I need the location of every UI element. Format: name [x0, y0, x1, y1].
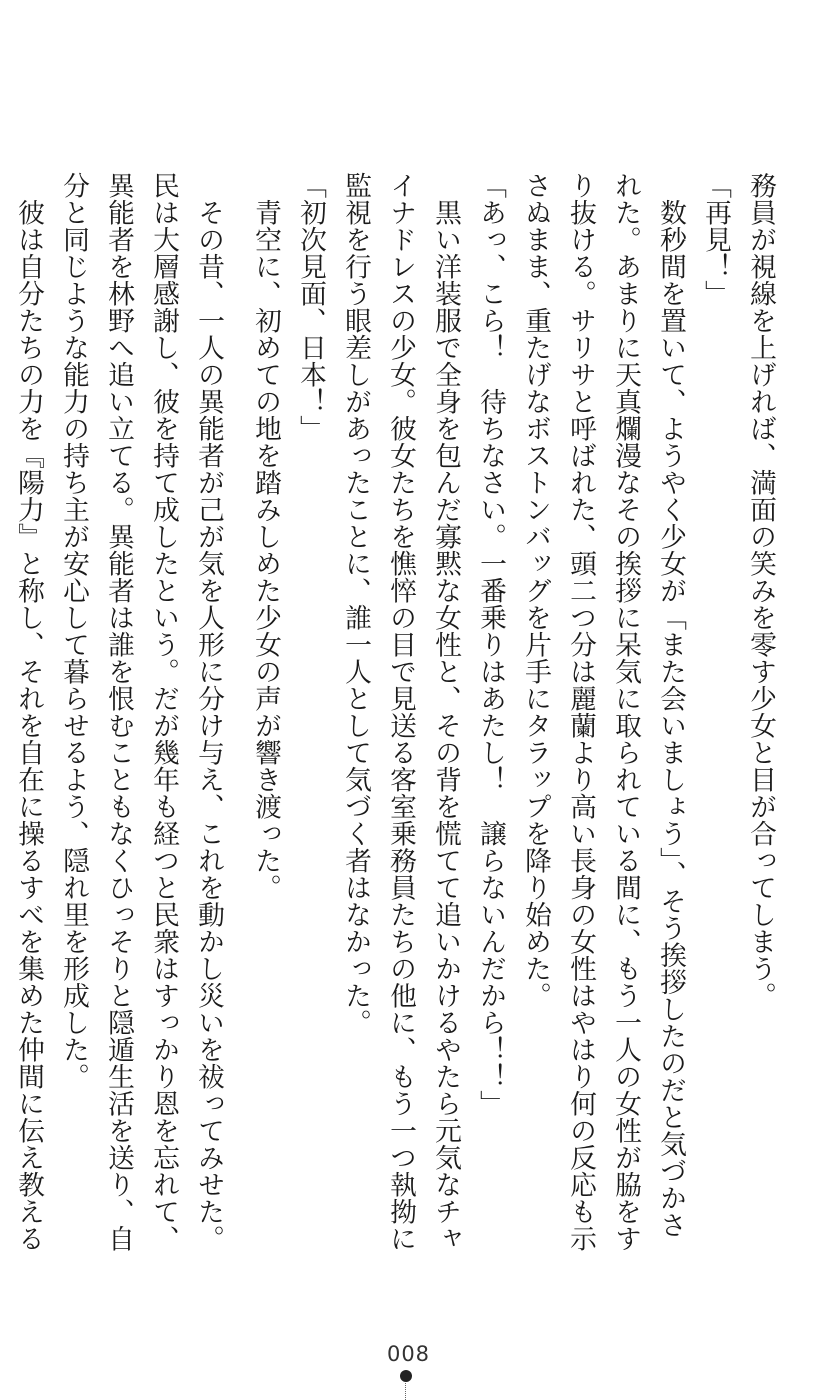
body-text [13, 172, 777, 1252]
text-column: 務員が視線を上げれば、満面の笑みを零す少女と目が合ってしまう。 [745, 172, 776, 1009]
page-marker-line [405, 1383, 407, 1400]
text-column: れた。あまりに天真爛漫なその挨拶に呆気に取られている間に、もう一人の女性が脇をす [610, 172, 641, 1252]
page-marker-dot [400, 1370, 412, 1382]
text-column: 青空に、初めての地を踏みしめた少女の声が響き渡った。 [250, 172, 281, 901]
text-column: その昔、一人の異能者が己が気を人形に分け与え、これを動かし災いを祓ってみせた。 [193, 172, 224, 1252]
page-number: 008 [386, 1342, 431, 1366]
text-column: 分と同じような能力の持ち主が安心して暮らせるよう、隠れ里を形成した。 [58, 172, 89, 1090]
text-column: り抜ける。サリサと呼ばれた、頭二つ分は麗蘭より高い長身の女性はやはり何の反応も示 [565, 172, 596, 1252]
text-column: 民は大層感謝し、彼を持て成したという。だが幾年も経つと民衆はすっかり恩を忘れて、 [148, 172, 179, 1252]
text-column: 彼は自分たちの力を『陽力』と称し、それを自在に操るすべを集めた仲間に伝え教える [13, 172, 44, 1252]
text-column: 「初次見面、日本！」 [295, 172, 326, 442]
text-column: 黒い洋装服で全身を包んだ寡黙な女性と、その背を慌てて追いかけるやたら元気なチャ [430, 172, 461, 1252]
text-column: 監視を行う眼差しがあったことに、誰一人として気づく者はなかった。 [340, 172, 371, 1036]
text-column: イナドレスの少女。彼女たちを憔悴の目で見送る客室乗務員たちの他に、もう一つ執拗に [385, 172, 416, 1252]
text-column: 異能者を林野へ追い立てる。異能者は誰を恨むこともなくひっそりと隠遁生活を送り、自 [103, 172, 134, 1252]
text-column: 数秒間を置いて、ようやく少女が「また会いましょう」、そう挨拶したのだと気づかさ [655, 172, 686, 1239]
text-column: 「再見！」 [700, 172, 731, 307]
text-column: 「あっ、こら！ 待ちなさい。一番乗りはあたし！ 譲らないんだから！！」 [475, 172, 506, 1117]
text-column: さぬまま、重たげなボストンバッグを片手にタラップを降り始めた。 [520, 172, 551, 1009]
